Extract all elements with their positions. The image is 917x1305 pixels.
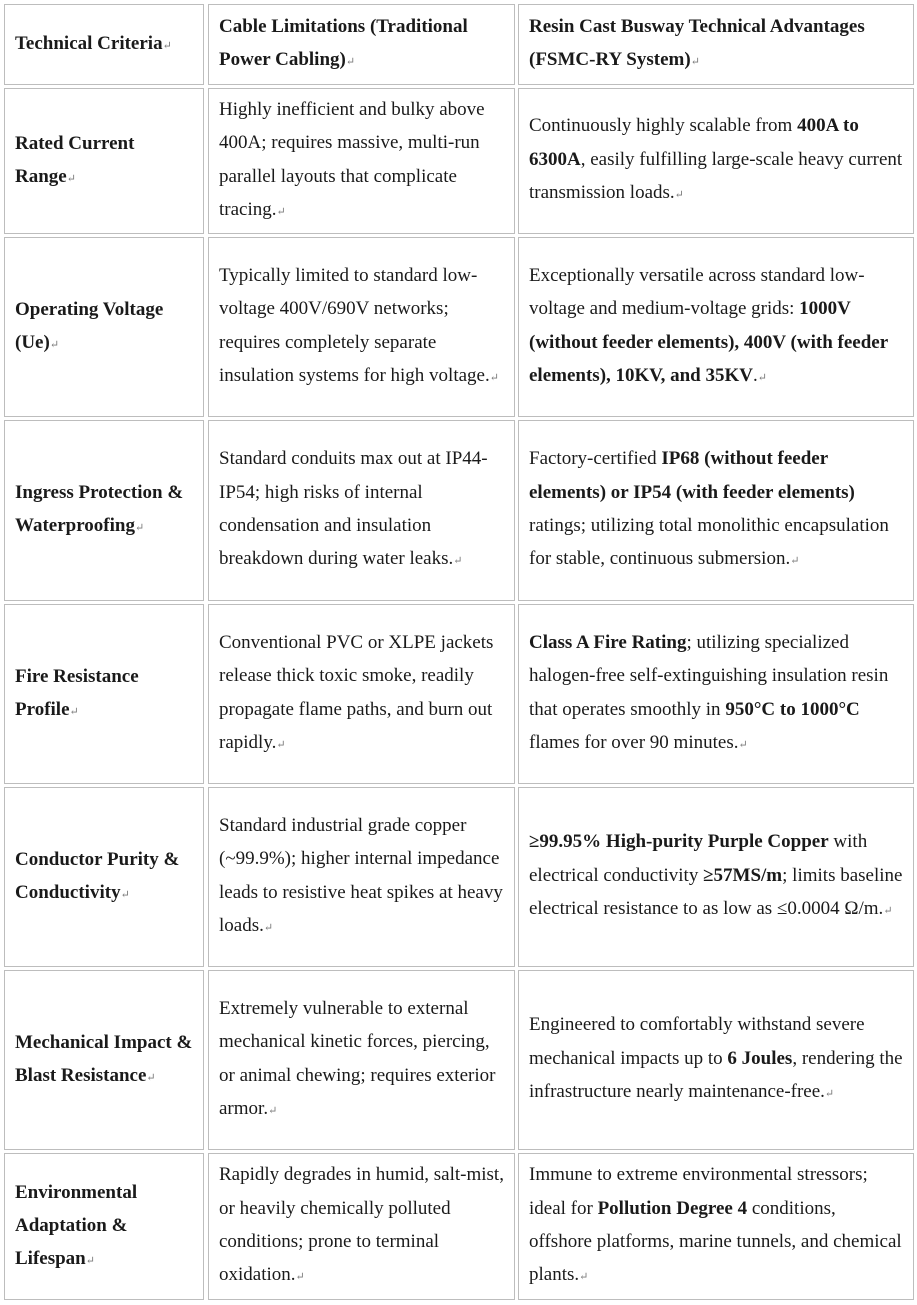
advantage-highlight: IP68 (without feeder elements) or IP54 (with feeder elements) <box>529 448 855 503</box>
paragraph-mark-icon: ↵ <box>883 905 893 918</box>
criteria-label: Ingress Protection & Waterproofing <box>15 482 184 536</box>
advantage-text: Immune to extreme environmental stressors; ideal for <box>529 1164 868 1219</box>
criteria-label: Rated Current Range <box>15 132 135 187</box>
limitation-cell <box>208 88 515 234</box>
paragraph-mark-icon: ↵ <box>134 522 145 534</box>
advantage-highlight: 6 Joules <box>727 1047 793 1069</box>
header-technical-criteria <box>4 4 204 85</box>
limitation-text: Highly inefficient and bulky above 400A; requires massive, multi-run parallel layouts that complicate tracing. <box>219 98 485 220</box>
limitation-text: Standard industrial grade copper (~99.9%); higher internal impedance leads to resistive heat spikes at heavy loads. <box>219 814 503 936</box>
paragraph-mark-icon: ↵ <box>49 338 60 351</box>
advantage-text: Engineered to comfortably withstand severe mechanical impacts up to <box>529 1014 865 1069</box>
header-col3-text: Resin Cast Busway Technical Advantages (FSMC-RY System) <box>529 16 865 70</box>
advantage-text: Continuously highly scalable from <box>529 115 798 137</box>
paragraph-mark-icon: ↵ <box>824 1088 835 1101</box>
advantage-text: ; limits baseline electrical resistance to as low as ≤0.0004 Ω/m. <box>529 864 903 920</box>
limitation-cell <box>208 1153 515 1300</box>
advantage-text: . <box>752 364 758 386</box>
limitation-text: Conventional PVC or XLPE jackets release thick toxic smoke, readily propagate flame paths, and burn out rapidly. <box>219 631 494 753</box>
header-col2-text: Cable Limitations (Traditional Power Cabling) <box>219 16 468 70</box>
paragraph-mark-icon: ↵ <box>453 555 463 568</box>
advantage-text: , rendering the infrastructure nearly maintenance-free. <box>529 1047 903 1103</box>
advantage-highlight: ≥57MS/m <box>703 864 783 886</box>
criteria-cell <box>4 237 204 417</box>
criteria-label: Fire Resistance Profile <box>15 665 139 720</box>
advantage-text: Exceptionally versatile across standard low-voltage and medium-voltage grids: <box>529 264 865 320</box>
criteria-label: Operating Voltage (Ue) <box>15 298 164 353</box>
paragraph-mark-icon: ↵ <box>268 1104 278 1117</box>
criteria-cell <box>4 1153 204 1300</box>
criteria-cell <box>4 970 204 1150</box>
paragraph-mark-icon: ↵ <box>295 1271 305 1284</box>
advantage-cell <box>518 787 914 967</box>
advantage-highlight: 950°C to 1000°C <box>725 698 860 720</box>
limitation-cell <box>208 970 515 1150</box>
paragraph-mark-icon: ↵ <box>146 1071 156 1084</box>
paragraph-mark-icon: ↵ <box>162 39 172 52</box>
paragraph-mark-icon: ↵ <box>579 1271 589 1284</box>
advantage-highlight: Pollution Degree 4 <box>597 1197 748 1219</box>
limitation-text: Extremely vulnerable to external mechanical kinetic forces, piercing, or animal chewing; requires exterior armor. <box>219 997 496 1119</box>
criteria-label: Conductor Purity & Conductivity <box>15 848 180 903</box>
advantage-cell <box>518 237 914 417</box>
paragraph-mark-icon: ↵ <box>790 555 800 568</box>
limitation-cell <box>208 237 515 417</box>
header-col1-text: Technical Criteria <box>15 32 163 54</box>
advantage-cell <box>518 420 914 601</box>
advantage-cell <box>518 88 914 234</box>
paragraph-mark-icon: ↵ <box>276 205 286 218</box>
paragraph-mark-icon: ↵ <box>757 371 767 384</box>
paragraph-mark-icon: ↵ <box>690 56 700 68</box>
advantage-cell <box>518 1153 914 1300</box>
paragraph-mark-icon: ↵ <box>120 888 130 901</box>
limitation-text: Standard conduits max out at IP44-IP54; high risks of internal condensation and insulation breakdown during water leaks. <box>219 448 488 570</box>
header-busway-advantages <box>518 4 914 85</box>
criteria-cell <box>4 604 204 784</box>
advantage-text: Factory-certified <box>529 448 662 470</box>
paragraph-mark-icon: ↵ <box>276 738 286 751</box>
header-cable-limitations <box>208 4 515 85</box>
paragraph-mark-icon: ↵ <box>489 371 499 384</box>
limitation-cell <box>208 420 515 601</box>
paragraph-mark-icon: ↵ <box>66 172 76 185</box>
paragraph-mark-icon: ↵ <box>69 705 79 718</box>
advantage-text: ; utilizing specialized halogen-free self-extinguishing insulation resin that operates smoothly in <box>529 631 889 720</box>
advantage-highlight: ≥99.95% High-purity Purple Copper <box>529 831 829 853</box>
paragraph-mark-icon: ↵ <box>345 56 356 68</box>
advantage-text: conditions, offshore platforms, marine tunnels, and chemical plants. <box>529 1197 902 1286</box>
advantage-cell <box>518 970 914 1150</box>
paragraph-mark-icon: ↵ <box>85 1254 95 1267</box>
criteria-cell <box>4 88 204 234</box>
advantage-highlight: 400A to 6300A <box>529 115 859 170</box>
limitation-text: Rapidly degrades in humid, salt-mist, or heavily chemically polluted conditions; prone to terminal oxidation. <box>219 1164 504 1286</box>
criteria-label: Mechanical Impact & Blast Resistance <box>15 1031 193 1086</box>
advantage-text: , easily fulfilling large-scale heavy current transmission loads. <box>529 148 903 204</box>
advantage-text: flames for over 90 minutes. <box>529 731 739 753</box>
advantage-highlight: Class A Fire Rating <box>529 631 687 653</box>
paragraph-mark-icon: ↵ <box>263 921 274 934</box>
limitation-cell <box>208 604 515 784</box>
criteria-cell <box>4 420 204 601</box>
advantage-text: ratings; utilizing total monolithic encapsulation for stable, continuous submersion. <box>529 515 889 570</box>
limitation-cell <box>208 787 515 967</box>
paragraph-mark-icon: ↵ <box>738 738 748 751</box>
criteria-cell <box>4 787 204 967</box>
limitation-text: Typically limited to standard low-voltage 400V/690V networks; requires completely separate insulation systems for high voltage. <box>219 264 490 386</box>
paragraph-mark-icon: ↵ <box>674 189 684 202</box>
advantage-cell <box>518 604 914 784</box>
advantage-text: with electrical conductivity <box>529 831 868 886</box>
advantage-highlight: 1000V (without feeder elements), 400V (with feeder elements), 10KV, and 35KV <box>529 298 888 386</box>
criteria-label: Environmental Adaptation & Lifespan <box>15 1181 138 1269</box>
